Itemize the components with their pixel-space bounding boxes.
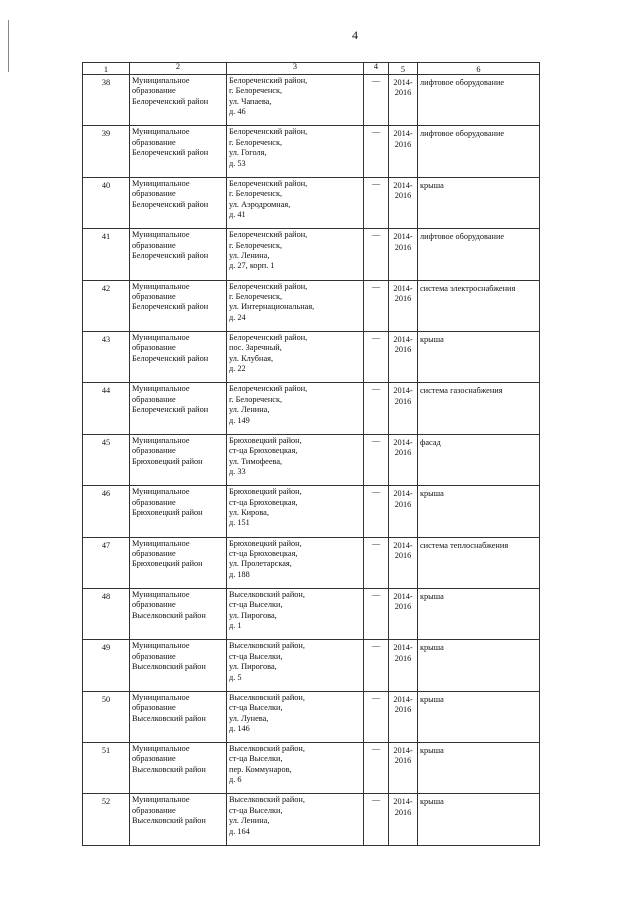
address-line: ул. Интернациональная, (229, 302, 315, 312)
address (227, 75, 364, 126)
address-line: Брюховецкий район, (229, 538, 302, 548)
period-years: 2014-2016 (389, 280, 418, 331)
column-4-value: — (364, 537, 389, 588)
address-line: ст-ца Выселки, (229, 805, 283, 815)
address-line: д. 33 (229, 466, 246, 476)
municipality: Муниципальное образование Белореченский район (130, 75, 227, 126)
row-number: 40 (83, 177, 130, 228)
column-4-value: — (364, 434, 389, 485)
column-4-value: — (364, 177, 389, 228)
address (227, 177, 364, 228)
work-type: крыша (418, 486, 540, 537)
period-years: 2014-2016 (389, 640, 418, 691)
address-line: пос. Заречный, (229, 343, 282, 353)
work-type: крыша (418, 177, 540, 228)
address-line: д. 53 (229, 158, 246, 168)
table-row (83, 486, 540, 537)
period-years: 2014-2016 (389, 486, 418, 537)
row-number: 49 (83, 640, 130, 691)
column-4-value: — (364, 331, 389, 382)
address-line: г. Белореченск, (229, 291, 283, 301)
address (227, 794, 364, 845)
address-line: д. 5 (229, 672, 242, 682)
row-number: 43 (83, 331, 130, 382)
address-line: ул. Клубная, (229, 353, 274, 363)
column-4-value: — (364, 794, 389, 845)
work-type: система электроснабжения (418, 280, 540, 331)
work-type: лифтовое оборудование (418, 75, 540, 126)
period-years: 2014-2016 (389, 434, 418, 485)
address-line: ст-ца Брюховецкая, (229, 446, 298, 456)
address-line: ст-ца Брюховецкая, (229, 497, 298, 507)
address-line: д. 149 (229, 415, 250, 425)
municipality: Муниципальное образование Белореченский район (130, 331, 227, 382)
period-years: 2014-2016 (389, 794, 418, 845)
col-header-6: 6 (418, 63, 540, 75)
col-header-5: 5 (389, 63, 418, 75)
table-row (83, 743, 540, 794)
municipality: Муниципальное образование Белореченский район (130, 280, 227, 331)
work-schedule-table (82, 62, 540, 846)
address-line: д. 146 (229, 723, 250, 733)
address-line: ул. Гоголя, (229, 148, 267, 158)
address (227, 229, 364, 280)
address-line: г. Белореченск, (229, 240, 283, 250)
address-line: д. 46 (229, 107, 246, 117)
address (227, 743, 364, 794)
address-line: ул. Чапаева, (229, 96, 272, 106)
address-line: ст-ца Выселки, (229, 754, 283, 764)
municipality: Муниципальное образование Выселковский район (130, 691, 227, 742)
table-row (83, 640, 540, 691)
table-row (83, 691, 540, 742)
address (227, 588, 364, 639)
address (227, 280, 364, 331)
address-line: Выселковский район, (229, 692, 305, 702)
row-number: 42 (83, 280, 130, 331)
table-row (83, 75, 540, 126)
col-header-2: 2 (130, 63, 227, 75)
period-years: 2014-2016 (389, 126, 418, 177)
table-row (83, 126, 540, 177)
address-line: г. Белореченск, (229, 137, 283, 147)
address-line: Выселковский район, (229, 589, 305, 599)
table-row (83, 280, 540, 331)
address-line: Брюховецкий район, (229, 435, 302, 445)
municipality: Муниципальное образование Выселковский район (130, 640, 227, 691)
address-line: ст-ца Брюховецкая, (229, 548, 298, 558)
address-line: пер. Коммунаров, (229, 764, 292, 774)
column-4-value: — (364, 126, 389, 177)
period-years: 2014-2016 (389, 177, 418, 228)
address-line: д. 41 (229, 210, 246, 219)
period-years: 2014-2016 (389, 588, 418, 639)
address-line: Белореченский район, (229, 332, 308, 342)
address-line: Выселковский район, (229, 744, 305, 754)
address (227, 691, 364, 742)
column-4-value: — (364, 229, 389, 280)
header-row (83, 63, 540, 75)
column-4-value: — (364, 640, 389, 691)
work-type: крыша (418, 794, 540, 845)
municipality: Муниципальное образование Белореченский район (130, 229, 227, 280)
municipality: Муниципальное образование Белореченский район (130, 177, 227, 228)
column-4-value: — (364, 691, 389, 742)
period-years: 2014-2016 (389, 743, 418, 794)
row-number: 50 (83, 691, 130, 742)
address (227, 383, 364, 434)
table-row (83, 537, 540, 588)
address-line: ул. Лунева, (229, 713, 269, 723)
address-line: ул. Аэродромная, (229, 199, 291, 209)
row-number: 52 (83, 794, 130, 845)
row-number: 51 (83, 743, 130, 794)
table-row (83, 177, 540, 228)
address-line: Белореченский район, (229, 230, 308, 240)
work-type: крыша (418, 640, 540, 691)
work-type: лифтовое оборудование (418, 126, 540, 177)
table-row (83, 434, 540, 485)
row-number: 46 (83, 486, 130, 537)
address-line: д. 24 (229, 312, 246, 322)
period-years: 2014-2016 (389, 537, 418, 588)
municipality: Муниципальное образование Брюховецкий район (130, 434, 227, 485)
address-line: г. Белореченск, (229, 86, 283, 96)
period-years: 2014-2016 (389, 75, 418, 126)
municipality: Муниципальное образование Выселковский район (130, 794, 227, 845)
column-4-value: — (364, 280, 389, 331)
address-line: Белореченский район, (229, 127, 308, 137)
col-header-1: 1 (83, 63, 130, 75)
address-line: ул. Ленина, (229, 250, 270, 260)
municipality: Муниципальное образование Брюховецкий район (130, 486, 227, 537)
address-line: Белореченский район, (229, 178, 308, 188)
address-line: ул. Ленина, (229, 405, 270, 415)
address-line: ст-ца Выселки, (229, 651, 283, 661)
row-number: 44 (83, 383, 130, 434)
address-line: д. 27, корп. 1 (229, 261, 275, 271)
period-years: 2014-2016 (389, 331, 418, 382)
address (227, 640, 364, 691)
municipality: Муниципальное образование Выселковский район (130, 743, 227, 794)
table-row (83, 794, 540, 845)
row-number: 39 (83, 126, 130, 177)
row-number: 48 (83, 588, 130, 639)
address-line: д. 188 (229, 569, 250, 579)
work-type: фасад (418, 434, 540, 485)
address-line: ул. Тимофеева, (229, 456, 283, 466)
address-line: Выселковский район, (229, 795, 305, 805)
table-row (83, 588, 540, 639)
column-4-value: — (364, 383, 389, 434)
col-header-4: 4 (364, 63, 389, 75)
work-type: лифтовое оборудование (418, 229, 540, 280)
address-line: г. Белореченск, (229, 189, 283, 199)
table-row (83, 383, 540, 434)
municipality: Муниципальное образование Белореченский район (130, 383, 227, 434)
address-line: Белореченский район, (229, 281, 308, 291)
address (227, 537, 364, 588)
address (227, 434, 364, 485)
work-type: крыша (418, 691, 540, 742)
municipality: Муниципальное образование Выселковский район (130, 588, 227, 639)
address (227, 126, 364, 177)
row-number: 38 (83, 75, 130, 126)
work-type: крыша (418, 743, 540, 794)
address (227, 331, 364, 382)
margin-line (8, 20, 9, 72)
municipality: Муниципальное образование Брюховецкий район (130, 537, 227, 588)
address (227, 486, 364, 537)
column-4-value: — (364, 743, 389, 794)
municipality: Муниципальное образование Белореченский район (130, 126, 227, 177)
table-row (83, 331, 540, 382)
column-4-value: — (364, 75, 389, 126)
address-line: д. 164 (229, 826, 250, 836)
address-line: д. 22 (229, 364, 246, 374)
address-line: д. 6 (229, 775, 242, 785)
work-type: крыша (418, 588, 540, 639)
address-line: ст-ца Выселки, (229, 703, 283, 713)
page-number: 4 (352, 28, 358, 42)
address-line: ул. Пролетарская, (229, 559, 292, 569)
work-type: крыша (418, 331, 540, 382)
address-line: ул. Пирогова, (229, 662, 277, 672)
col-header-3: 3 (227, 63, 364, 75)
column-4-value: — (364, 486, 389, 537)
address-line: Выселковский район, (229, 641, 305, 651)
row-number: 45 (83, 434, 130, 485)
work-type: система газоснабжения (418, 383, 540, 434)
table-row (83, 229, 540, 280)
address-line: д. 1 (229, 621, 242, 631)
row-number: 47 (83, 537, 130, 588)
address-line: Брюховецкий район, (229, 487, 302, 497)
address-line: ул. Пирогова, (229, 610, 277, 620)
address-line: ул. Кирова, (229, 507, 269, 517)
period-years: 2014-2016 (389, 691, 418, 742)
period-years: 2014-2016 (389, 383, 418, 434)
column-4-value: — (364, 588, 389, 639)
address-line: ул. Ленина, (229, 816, 270, 826)
work-type: система теплоснабжения (418, 537, 540, 588)
row-number: 41 (83, 229, 130, 280)
address-line: д. 151 (229, 518, 250, 528)
address-line: г. Белореченск, (229, 394, 283, 404)
address-line: Белореченский район, (229, 384, 308, 394)
address-line: ст-ца Выселки, (229, 600, 283, 610)
address-line: Белореченский район, (229, 76, 308, 85)
period-years: 2014-2016 (389, 229, 418, 280)
